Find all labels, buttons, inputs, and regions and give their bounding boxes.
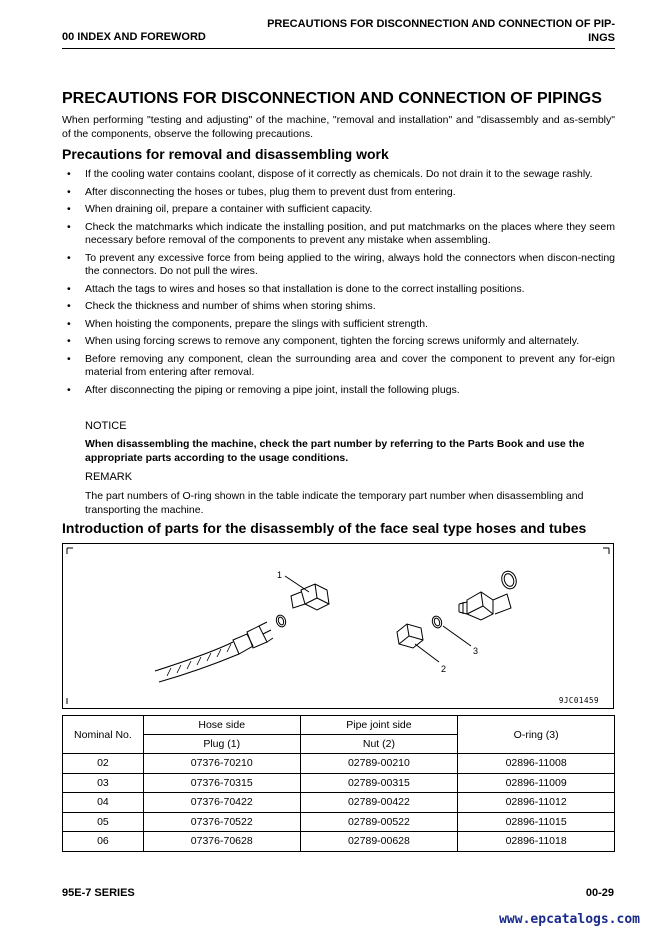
list-item: • Before removing any component, clean the surrounding area and cover the component to prevent any for-eign material from entering after removal. [62, 353, 615, 380]
callout-1: 1 [277, 570, 283, 580]
list-item: • To prevent any excessive force from being applied to the wiring, always hold the connectors when discon-necting the connectors. Do not pull the wires. [62, 252, 615, 279]
cell-nominal: 05 [63, 812, 144, 832]
cell-nominal: 06 [63, 832, 144, 852]
cell-nut: 02789-00210 [300, 754, 458, 774]
hose-icon [155, 642, 239, 682]
parts-illustration [62, 543, 614, 709]
header-title [235, 17, 615, 45]
list-item: • If the cooling water contains coolant, dispose of it correctly as chemicals. Do not drain it to the sewage rashly. [62, 168, 615, 182]
list-item: • Check the thickness and number of shims when storing shims. [62, 300, 615, 314]
cell-nominal: 02 [63, 754, 144, 774]
list-item: • When hoisting the components, prepare the slings with sufficient strength. [62, 318, 615, 332]
parts-table [62, 715, 615, 852]
header-nominal: Nominal No. [63, 716, 144, 754]
table-row [63, 754, 615, 774]
cell-nominal: 03 [63, 773, 144, 793]
plug-icon [291, 584, 329, 610]
header-section: 00 INDEX AND FOREWORD [62, 31, 206, 43]
list-item: • When draining oil, prepare a container with sufficient capacity. [62, 203, 615, 217]
watermark: www.epcatalogs.com [499, 912, 640, 927]
header-title-line1: PRECAUTIONS FOR DISCONNECTION AND CONNECTION OF PIP- [267, 18, 615, 30]
table-row [63, 832, 615, 852]
list-item: • Attach the tags to wires and hoses so that installation is done to the correct installing positions. [62, 283, 615, 297]
header-hose-side: Hose side [143, 716, 300, 735]
cell-oring: 02896-11012 [458, 793, 615, 813]
page-title: PRECAUTIONS FOR DISCONNECTION AND CONNECTION OF PIPINGS [62, 90, 602, 107]
cell-plug: 07376-70210 [143, 754, 300, 774]
list-item: • After disconnecting the hoses or tubes, plug them to prevent dust from entering. [62, 186, 615, 200]
cell-oring: 02896-11018 [458, 832, 615, 852]
precautions-list [62, 168, 615, 401]
pipe-joint-icon [459, 592, 511, 620]
list-item: • After disconnecting the piping or removing a pipe joint, install the following plugs. [62, 384, 615, 398]
header-title-line2: INGS [588, 32, 615, 44]
parts-drawing [63, 544, 613, 708]
table-row [63, 793, 615, 813]
header-oring: O-ring (3) [458, 716, 615, 754]
intro-paragraph: When performing "testing and adjusting" of the machine, "removal and installation" and "disassembly and as-sembly" of the components, observe the following precautions. [62, 114, 615, 140]
cell-nut: 02789-00315 [300, 773, 458, 793]
cell-plug: 07376-70522 [143, 812, 300, 832]
cell-oring: 02896-11009 [458, 773, 615, 793]
cell-plug: 07376-70315 [143, 773, 300, 793]
cell-nut: 02789-00628 [300, 832, 458, 852]
o-ring-icon [275, 614, 288, 628]
cell-nut: 02789-00522 [300, 812, 458, 832]
table-row [63, 773, 615, 793]
footer-series: 95E-7 SERIES [62, 887, 135, 899]
notice-label: NOTICE [85, 420, 127, 432]
notice-text: When disassembling the machine, check the part number by referring to the Parts Book and use the appropriate parts according to the usage conditions. [85, 438, 585, 464]
cell-oring: 02896-11008 [458, 754, 615, 774]
cell-plug: 07376-70422 [143, 793, 300, 813]
section-heading-parts: Introduction of parts for the disassembly of the face seal type hoses and tubes [62, 520, 587, 536]
cell-nut: 02789-00422 [300, 793, 458, 813]
callout-3: 3 [473, 646, 479, 656]
cell-plug: 07376-70628 [143, 832, 300, 852]
list-item: • When using forcing screws to remove any component, tighten the forcing screws uniformly and alternately. [62, 335, 615, 349]
header-pipe-joint-side: Pipe joint side [300, 716, 458, 735]
header-nut: Nut (2) [300, 735, 458, 754]
table-row [63, 812, 615, 832]
list-item: • Check the matchmarks which indicate the installing position, and put matchmarks on the places where they seem necessary before removal of the components to prevent any mistake when assembling. [62, 221, 615, 248]
page-number: 00-29 [585, 887, 614, 899]
cell-nominal: 04 [63, 793, 144, 813]
header-plug: Plug (1) [143, 735, 300, 754]
section-heading-removal: Precautions for removal and disassembling work [62, 146, 389, 162]
cell-oring: 02896-11015 [458, 812, 615, 832]
figure-code: 9JC01459 [558, 696, 599, 705]
callout-2: 2 [441, 664, 447, 674]
header-divider [62, 48, 615, 49]
nut-icon [397, 624, 423, 648]
remark-text: The part numbers of O-ring shown in the table indicate the temporary part number when disassembling and transporting the machine. [85, 490, 584, 516]
remark-label: REMARK [85, 471, 133, 483]
